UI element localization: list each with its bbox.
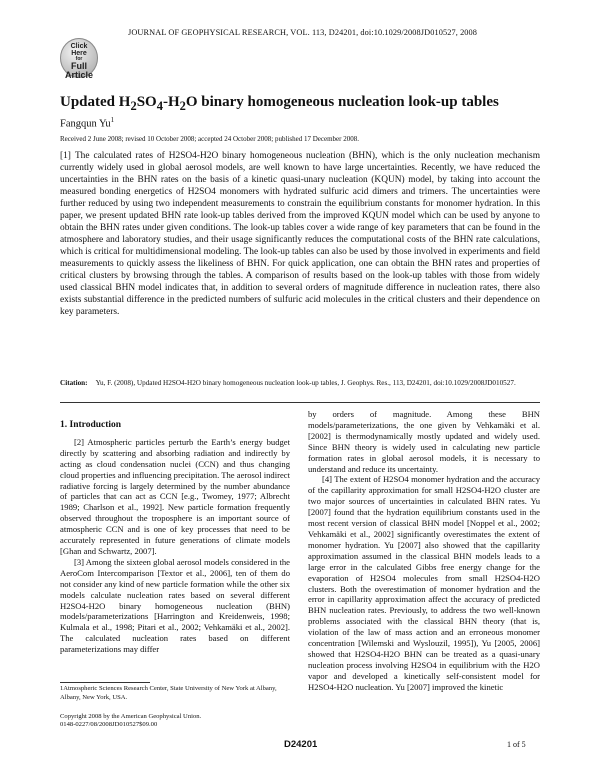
- paragraph: by orders of magnitude. Among these BHN models/parameterizations, the one given by Vehkamäki et al. [2002] is thermodynamically mostly updated and widely used. Since BHN theory is widely used in calculating new particle formation rates in global aerosol models, it is necessary to understand and reduce its uncertainty.: [308, 409, 540, 474]
- section-heading: 1. Introduction: [60, 420, 122, 430]
- section-divider: [60, 402, 540, 403]
- abstract-marker: [1]: [60, 151, 71, 161]
- badge-line-1: Click: [70, 43, 88, 50]
- journal-header: JOURNAL OF GEOPHYSICAL RESEARCH, VOL. 113, D24201, doi:10.1029/2008JD010527, 2008: [128, 28, 478, 37]
- left-column: [60, 420, 290, 655]
- copyright-notice: [60, 713, 290, 730]
- copyright-line: Copyright 2008 by the American Geophysical Union.: [60, 713, 202, 720]
- footer-page-number: 1 of 5: [507, 740, 526, 749]
- paragraph: [4] The extent of H2SO4 monomer hydration and the accuracy of the capillarity approximation for small H2SO4-H2O cluster are two major sources of uncertainties in calculated BHN rates. Yu [2007] found that the hydration equilibrium constants used in the most recent version of classical BHN model [Noppel et al., 2002; Vehkamäki et al., 2002] significantly overestimates the extent of monomer hydration. Yu [2007] also showed that the capillarity approximation assumed in the classical BHN models leads to a large error in the calculated Gibbs free energy change for the evaporation of H2SO4 molecules from small H2SO4-H2O clusters. Both the overestimation of monomer hydration and the error in capillarity approximation affect the accuracy of predicted BHN nucleation rates. Previously, to address the two well-known problems associated with the classical BHN theory (that is, violation of the law of mass action and an erroneous monomer concentration [Wilemski and Wyslouzil, 1995]), Yu [2005, 2006] showed that H2SO4-H2O BHN can be treated as a quasi-unary nucleation process involving H2SO4 in equilibrium with the H2O vapor and developed a kinetically self-consistent model for H2SO4-H2O nucleation. Yu [2007] improved the kinetic: [308, 474, 540, 692]
- right-column: [308, 409, 540, 693]
- author-line: [60, 116, 114, 130]
- footnote-divider: [60, 682, 150, 683]
- footer-article-id: D24201: [284, 739, 318, 750]
- author-name: Fangqun Yu: [60, 118, 111, 130]
- paper-title: Updated $H_2SO_4-H_2O$ binary homogeneous nucleation look-up tables: [60, 94, 499, 113]
- badge-line-2: Here: [71, 50, 87, 57]
- received-dates: Received 2 June 2008; revised 10 October 2008; accepted 24 October 2008; published 17 December 2008.: [60, 135, 359, 143]
- badge-line-3: for: [75, 56, 83, 62]
- abstract: [60, 150, 540, 318]
- paragraph: [3] Among the sixteen global aerosol models considered in the AeroCom Intercomparison [Textor et al., 2006], ten of them do not consider any kind of new particle formation while the other six models calculate nucleation rates based on several different H2SO4-H2O binary homogeneous nucleation (BHN) models/parameterizations [Harrington and Kreidenweis, 1998; Kulmala et al., 1998; Pitari et al., 2002; Vehkamäki et al., 2002]. The calculated nucleation rates based on different parameterizations may differ: [60, 556, 290, 655]
- click-here-full-article-icon[interactable]: [60, 38, 98, 78]
- citation: [60, 378, 540, 388]
- badge-line-4: Full Article: [64, 61, 93, 80]
- citation-text: Yu, F. (2008), Updated H2SO4-H2O binary homogeneous nucleation look-up tables, J. Geophys. Res., 113, D24201, doi:10.1029/2008JD010527.: [95, 379, 516, 387]
- affiliation-mark: 1: [110, 116, 115, 124]
- abstract-text: The calculated rates of H2SO4-H2O binary homogeneous nucleation (BHN), which is the only nucleation mechanism currently widely used in global aerosol models, are well known to have large uncertainties. Recently, we have reduced the uncertainties in the BHN rates on the basis of a kinetic quasi-unary nucleation (KQUN) model, by taking into account the measured bonding energetics of H2SO4 monomers with hydrated sulfuric acid dimers and trimers. The uncertainties were further reduced by using two independent measurements to constrain the equilibrium constants for monomer hydration. In this paper, we present updated BHN rate look-up tables derived from the improved KQUN model which can be used by anyone to obtain the BHN rates under given conditions. The look-up tables cover a wide range of key parameters that can be found in the atmosphere and laboratory studies, and their usage significantly reduces the computational costs of the BHN rate calculations, which is critical for multidimensional modeling. The look-up tables can also be used by those involved in experiments and field measurements to quickly assess the likeliness of BHN. For quick application, one can obtain the BHN rates and properties of critical clusters by browsing through the tables. A comparison of results based on the look-up tables with those from widely used classical BHN model indicates that, in addition to several orders of magnitude difference in nucleation rates, there also exists substantial difference in the predicted numbers of sulfuric acid molecules in the critical clusters and their dependence on key parameters.: [60, 151, 540, 317]
- citation-label: Citation:: [60, 379, 88, 387]
- affiliation-footnote: 1Atmospheric Sciences Research Center, State University of New York at Albany, Albany, New York, USA.: [60, 685, 277, 701]
- copyright-code: 0148-0227/08/2008JD010527$09.00: [60, 721, 158, 729]
- paragraph: [2] Atmospheric particles perturb the Earth’s energy budget directly by scattering and absorbing radiation and indirectly by acting as cloud condensation nuclei (CCN) and thus changing cloud properties and influencing precipitation. The aerosol indirect radiative forcing is largely determined by the number abundance of particles that can act as CCN [e.g., Twomey, 1977; Albrecht 1989; Charlson et al., 1992]. New particle formation frequently observed throughout the troposphere is an important source of atmospheric CCN and is one of key processes that need to be accurately represented in future generations of climate models [Ghan and Schwartz, 2007].: [60, 436, 290, 556]
